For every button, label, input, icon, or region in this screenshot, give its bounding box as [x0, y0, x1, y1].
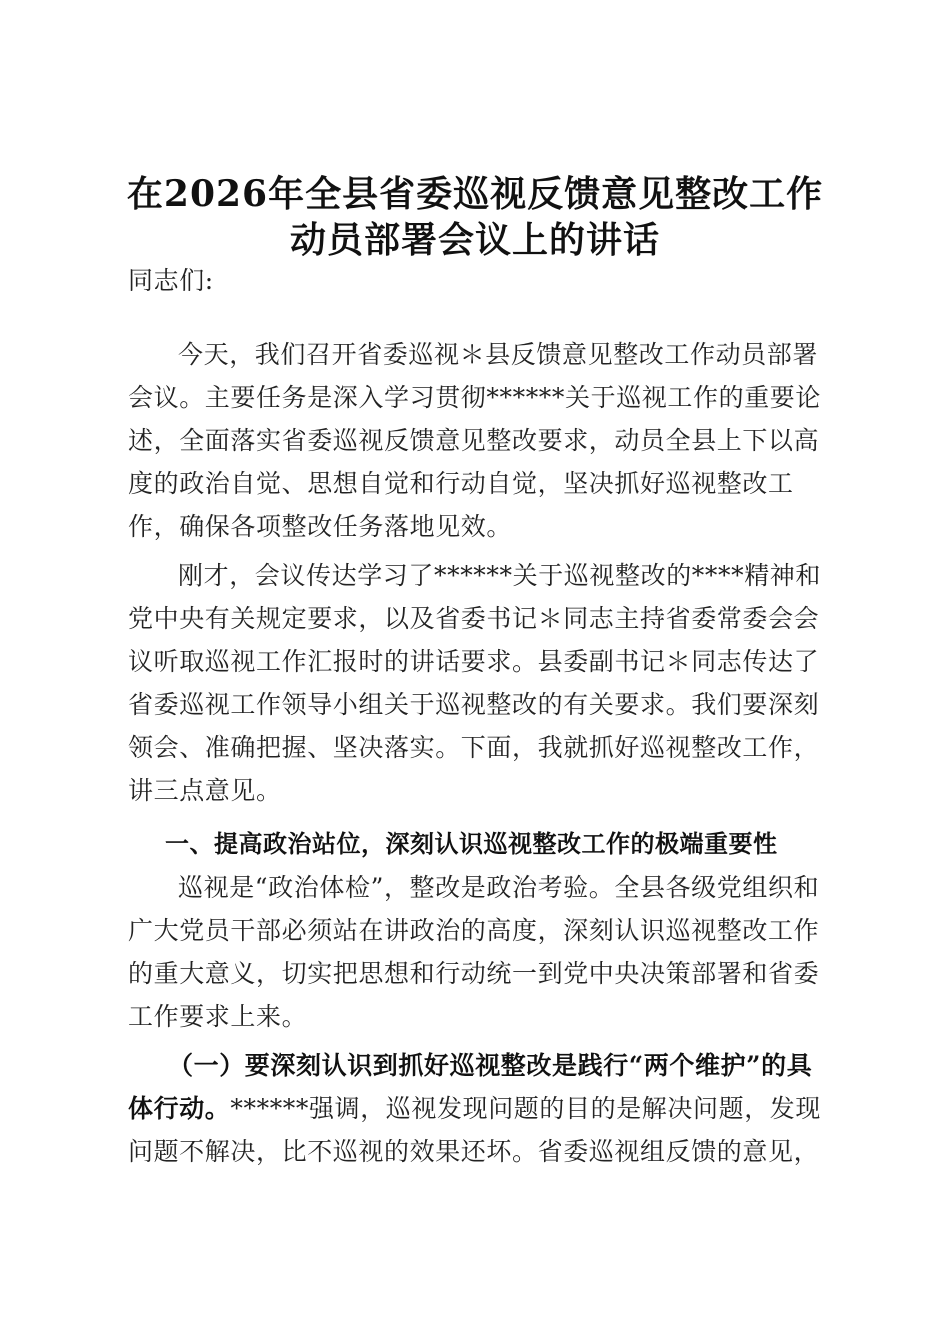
paragraph-subsection-1	[128, 1044, 828, 1173]
salutation: 同志们:	[128, 266, 214, 295]
subsection-1-body: ******强调，巡视发现问题的目的是解决问题，发现问题不解决，比不巡视的效果还坏。省委巡视组反馈的意见，	[128, 1094, 822, 1166]
document-title-line-2: 动员部署会议上的讲话	[289, 219, 660, 261]
document-title-line-1: 在2026年全县省委巡视反馈意见整改工作	[126, 173, 824, 215]
section-heading-1: 一、提高政治站位，深刻认识巡视整改工作的极端重要性	[165, 829, 778, 858]
subsection-1-lead: （一）要深刻认识到抓好巡视整改是践行“两个维护”的具体行动。	[128, 1051, 813, 1123]
paragraph-conveyance: 刚才，会议传达学习了******关于巡视整改的****精神和党中央有关规定要求，以及省委书记＊同志主持省委常委会会议听取巡视工作汇报时的讲话要求。县委副书记＊同志传达了省委巡视工作领导小组关于巡视整改的有关要求。我们要深刻领会、准确把握、坚决落实。下面，我就抓好巡视整改工作，讲三点意见。	[128, 561, 822, 805]
paragraph-section-1-intro: 巡视是“政治体检”，整改是政治考验。全县各级党组织和广大党员干部必须站在讲政治的高度，深刻认识巡视整改工作的重大意义，切实把思想和行动统一到党中央决策部署和省委工作要求上来。	[128, 873, 820, 1031]
paragraph-opening: 今天，我们召开省委巡视＊县反馈意见整改工作动员部署会议。主要任务是深入学习贯彻******关于巡视工作的重要论述，全面落实省委巡视反馈意见整改要求，动员全县上下以高度的政治自觉、思想自觉和行动自觉，坚决抓好巡视整改工作，确保各项整改任务落地见效。	[128, 340, 822, 541]
